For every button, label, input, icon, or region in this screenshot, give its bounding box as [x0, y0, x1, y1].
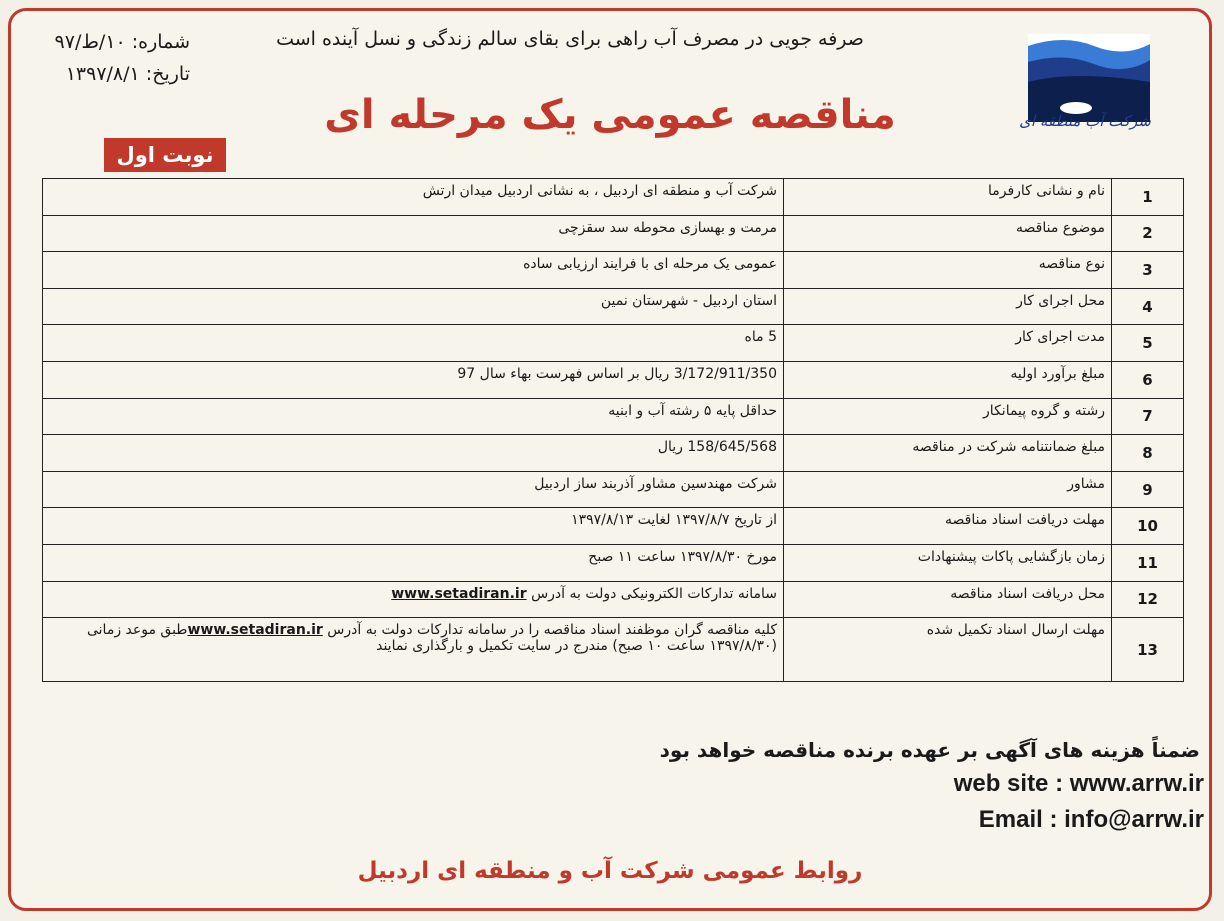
row-number: 1: [1112, 179, 1184, 216]
row-label: مدت اجرای کار: [784, 325, 1112, 362]
table-row: [43, 581, 1184, 618]
row-value: 158/645/568 ریال: [43, 435, 784, 472]
row-value: از تاریخ ۱۳۹۷/۸/۷ لغایت ۱۳۹۷/۸/۱۳: [43, 508, 784, 545]
reference-block: [20, 26, 190, 90]
table-row: [43, 508, 1184, 545]
public-relations-signature: روابط عمومی شرکت آب و منطقه ای اردبیل: [357, 858, 863, 884]
row-label: مهلت دریافت اسناد مناقصه: [784, 508, 1112, 545]
slogan: صرفه جویی در مصرف آب راهی برای بقای سالم زندگی و نسل آینده است: [276, 28, 864, 50]
row-value: [43, 618, 784, 682]
website-link[interactable]: web site : www.arrw.ir: [953, 770, 1204, 797]
row-number: 5: [1112, 325, 1184, 362]
row-value: مورخ ۱۳۹۷/۸/۳۰ ساعت ۱۱ صبح: [43, 544, 784, 581]
row-number: 4: [1112, 288, 1184, 325]
row-number: 2: [1112, 215, 1184, 252]
setadiran-link[interactable]: www.setadiran.ir: [391, 585, 527, 602]
row-number: 3: [1112, 252, 1184, 289]
reference-date: تاریخ: ۱۳۹۷/۸/۱: [65, 63, 190, 85]
row-label: مبلغ برآورد اولیه: [784, 361, 1112, 398]
row-number: 10: [1112, 508, 1184, 545]
table-row: [43, 618, 1184, 682]
page-title: مناقصه عمومی یک مرحله ای: [324, 92, 896, 138]
row-value: عمومی یک مرحله ای با فرایند ارزیابی ساده: [43, 252, 784, 289]
row-label: نوع مناقصه: [784, 252, 1112, 289]
table-row: [43, 288, 1184, 325]
row-value: 3/172/911/350 ریال بر اساس فهرست بهاء سال 97: [43, 361, 784, 398]
row-number: 7: [1112, 398, 1184, 435]
row-value: مرمت و بهسازی محوطه سد سقزچی: [43, 215, 784, 252]
row-label: مبلغ ضمانتنامه شرکت در مناقصه: [784, 435, 1112, 472]
reference-number: شماره: ۱۰/ط/۹۷: [54, 31, 190, 53]
row-label: رشته و گروه پیمانکار: [784, 398, 1112, 435]
table-row: [43, 435, 1184, 472]
logo-caption: شرکت آب منطقه ای: [1019, 112, 1151, 130]
row-number: 13: [1112, 618, 1184, 682]
row-label: موضوع مناقصه: [784, 215, 1112, 252]
row-value: شرکت آب و منطقه ای اردبیل ، به نشانی اردبیل میدان ارتش: [43, 179, 784, 216]
row-value-text: کلیه مناقصه گران موظفند اسناد مناقصه را در سامانه تدارکات دولت به آدرس: [327, 622, 777, 639]
email-link[interactable]: Email : info@arrw.ir: [978, 806, 1204, 833]
table-row: [43, 252, 1184, 289]
row-value-text: طبق موعد زمانی: [86, 622, 188, 639]
row-number: 12: [1112, 581, 1184, 618]
row-label: مهلت ارسال اسناد تکمیل شده: [784, 618, 1112, 682]
row-value: شرکت مهندسین مشاور آذربند ساز اردبیل: [43, 471, 784, 508]
table-row: [43, 325, 1184, 362]
table-row: [43, 544, 1184, 581]
row-number: 6: [1112, 361, 1184, 398]
table-row: [43, 179, 1184, 216]
tender-details-table: [42, 178, 1184, 682]
row-label: محل دریافت اسناد مناقصه: [784, 581, 1112, 618]
row-label: زمان بازگشایی پاکات پیشنهادات: [784, 544, 1112, 581]
cost-note: ضمناً هزینه های آگهی بر عهده برنده مناقصه خواهد بود: [659, 738, 1200, 762]
row-value-text: (۱۳۹۷/۸/۳۰ ساعت ۱۰ صبح) مندرج در سایت تکمیل و بارگذاری نمایند: [376, 638, 777, 655]
row-value: استان اردبیل - شهرستان نمین: [43, 288, 784, 325]
row-number: 11: [1112, 544, 1184, 581]
row-number: 8: [1112, 435, 1184, 472]
table-row: [43, 361, 1184, 398]
setadiran-link[interactable]: www.setadiran.ir: [187, 622, 323, 639]
table-row: [43, 471, 1184, 508]
round-badge: نوبت اول: [104, 138, 226, 172]
row-label: نام و نشانی کارفرما: [784, 179, 1112, 216]
table-row: [43, 398, 1184, 435]
row-value: حداقل پایه ۵ رشته آب و ابنیه: [43, 398, 784, 435]
row-label: محل اجرای کار: [784, 288, 1112, 325]
row-label: مشاور: [784, 471, 1112, 508]
row-value: [43, 581, 784, 618]
table-row: [43, 215, 1184, 252]
row-value-text: سامانه تدارکات الکترونیکی دولت به آدرس: [531, 585, 777, 602]
row-number: 9: [1112, 471, 1184, 508]
row-value: 5 ماه: [43, 325, 784, 362]
